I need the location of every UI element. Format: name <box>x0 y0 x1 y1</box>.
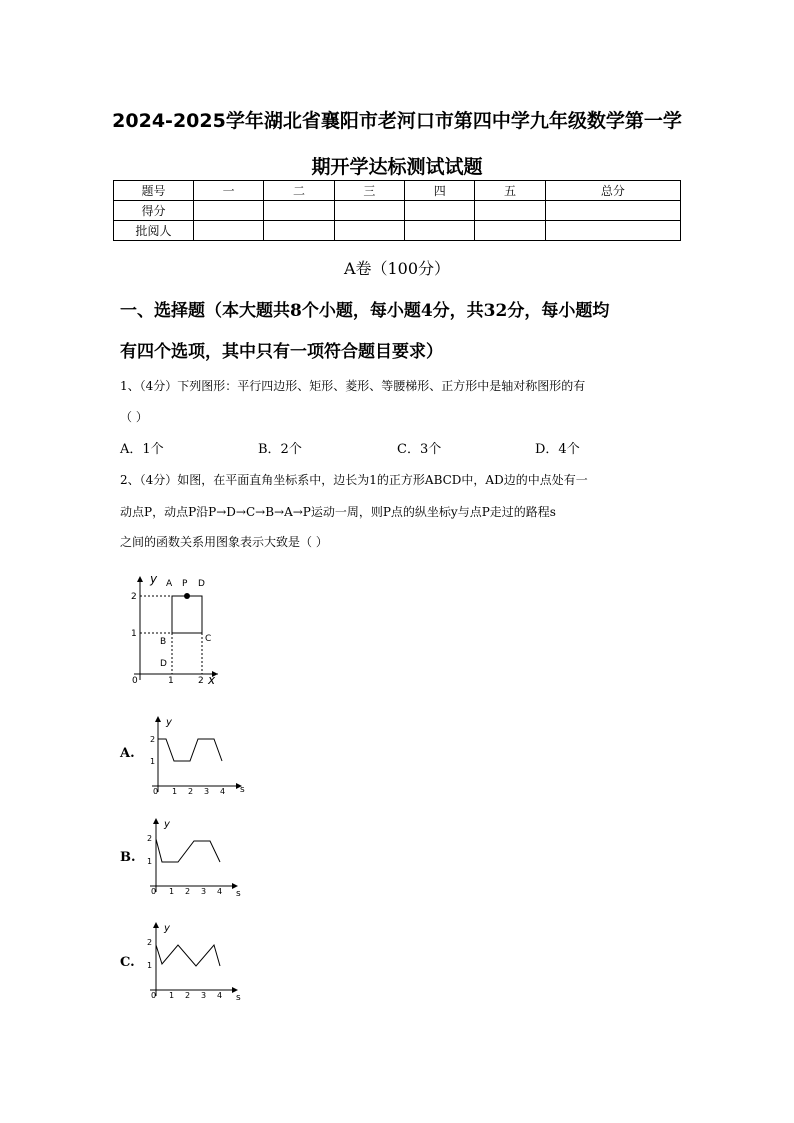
option-b-graph[interactable] <box>142 814 242 898</box>
q1-option-b[interactable]: B．2个 <box>258 442 302 457</box>
y-label: y <box>164 819 170 830</box>
page-title-line2: 期开学达标测试试题 <box>311 156 483 178</box>
origin-label: 0 <box>132 676 138 686</box>
grader-cell[interactable] <box>475 221 545 241</box>
q1-option-c[interactable]: C．3个 <box>397 442 442 457</box>
score-cell[interactable] <box>545 201 680 221</box>
option-b-label[interactable]: B. <box>120 850 136 865</box>
y-axis-arrow <box>153 818 159 824</box>
option-c-graph[interactable] <box>142 918 242 1002</box>
page-title-line1: 2024-2025学年湖北省襄阳市老河口市第四中学九年级数学第一学 <box>112 110 682 132</box>
y-tick-2: 2 <box>147 938 153 947</box>
header-cell: 一 <box>194 181 264 201</box>
x-tick-0: 0 <box>151 887 157 896</box>
x-tick-2: 2 <box>185 991 191 1000</box>
y-tick-1: 1 <box>150 757 156 766</box>
header-cell: 五 <box>475 181 545 201</box>
y-axis-arrow <box>137 576 143 582</box>
x-tick-2: 2 <box>185 887 191 896</box>
header-cell: 题号 <box>114 181 194 201</box>
x-tick-4: 4 <box>220 787 226 796</box>
q2-text-line1: 2、（4分）如图，在平面直角坐标系中，边长为1的正方形ABCD中，AD边的中点处有一 <box>120 473 588 487</box>
option-a-graph[interactable] <box>148 712 248 796</box>
grader-cell[interactable] <box>405 221 475 241</box>
section1-heading-line2: 有四个选项，其中只有一项符合题目要求） <box>120 342 443 362</box>
row-label: 得分 <box>114 201 194 221</box>
point-p <box>184 593 190 599</box>
score-table-header-row <box>114 181 681 201</box>
x-tick-2: 2 <box>198 676 204 686</box>
score-cell[interactable] <box>475 201 545 221</box>
y-tick-1: 1 <box>147 857 153 866</box>
s-label: s <box>240 785 245 795</box>
x-tick-4: 4 <box>217 887 223 896</box>
label-b: B <box>160 637 167 647</box>
section1-heading-line1: 一、选择题（本大题共8个小题，每小题4分，共32分，每小题均 <box>120 301 610 321</box>
x-tick-1: 1 <box>169 887 175 896</box>
header-cell: 总分 <box>545 181 680 201</box>
y-label: y <box>164 923 170 934</box>
x-tick-2: 2 <box>188 787 194 796</box>
graph-line <box>158 739 222 761</box>
q2-text-line2: 动点P，动点P沿P→D→C→B→A→P运动一周，则P点的纵坐标y与点P走过的路程s <box>120 505 556 519</box>
square-coordinate-figure <box>126 570 226 690</box>
x-tick-1: 1 <box>169 991 175 1000</box>
score-table-row <box>114 201 681 221</box>
row-label: 批阅人 <box>114 221 194 241</box>
y-tick-1: 1 <box>131 629 137 639</box>
q2-text-line3: 之间的函数关系用图象表示大致是（ ） <box>120 535 328 549</box>
option-c-label[interactable]: C. <box>120 955 135 970</box>
q1-text-line1: 1、（4分）下列图形：平行四边形、矩形、菱形、等腰梯形、正方形中是轴对称图形的有 <box>120 379 586 393</box>
header-cell: 三 <box>334 181 404 201</box>
square-abcd <box>172 596 202 633</box>
y-label: y <box>166 717 172 728</box>
header-cell: 二 <box>264 181 334 201</box>
s-label: s <box>236 889 241 898</box>
option-a-label[interactable]: A. <box>120 746 135 761</box>
header-cell: 四 <box>405 181 475 201</box>
x-tick-3: 3 <box>204 787 210 796</box>
label-d: D <box>198 579 205 589</box>
x-tick-0: 0 <box>151 991 157 1000</box>
score-cell[interactable] <box>334 201 404 221</box>
graph-line <box>156 945 220 966</box>
grader-cell[interactable] <box>545 221 680 241</box>
x-axis-label: x <box>208 673 216 687</box>
s-label: s <box>236 993 241 1002</box>
q1-option-d[interactable]: D．4个 <box>535 442 580 457</box>
score-cell[interactable] <box>194 201 264 221</box>
score-table-row <box>114 221 681 241</box>
score-cell[interactable] <box>264 201 334 221</box>
y-axis-label: y <box>150 572 158 586</box>
x-tick-3: 3 <box>201 887 207 896</box>
q1-text-line2: （ ） <box>120 410 148 424</box>
y-tick-1: 1 <box>147 961 153 970</box>
y-axis-arrow <box>155 716 161 722</box>
y-tick-2: 2 <box>147 834 153 843</box>
label-p: P <box>182 579 188 589</box>
x-tick-3: 3 <box>201 991 207 1000</box>
grader-cell[interactable] <box>334 221 404 241</box>
label-d-lower: D <box>160 659 167 669</box>
grader-cell[interactable] <box>194 221 264 241</box>
graph-line <box>156 839 220 862</box>
q1-option-a[interactable]: A．1个 <box>120 442 164 457</box>
score-cell[interactable] <box>405 201 475 221</box>
x-tick-4: 4 <box>217 991 223 1000</box>
x-tick-1: 1 <box>168 676 174 686</box>
x-tick-0: 0 <box>153 787 159 796</box>
score-table <box>113 180 681 241</box>
label-c: C <box>205 634 212 644</box>
grader-cell[interactable] <box>264 221 334 241</box>
y-tick-2: 2 <box>150 735 156 744</box>
y-axis-arrow <box>153 922 159 928</box>
y-tick-2: 2 <box>131 592 137 602</box>
section-a-title: A卷（100分） <box>343 259 451 278</box>
x-tick-1: 1 <box>172 787 178 796</box>
label-a: A <box>166 579 173 589</box>
